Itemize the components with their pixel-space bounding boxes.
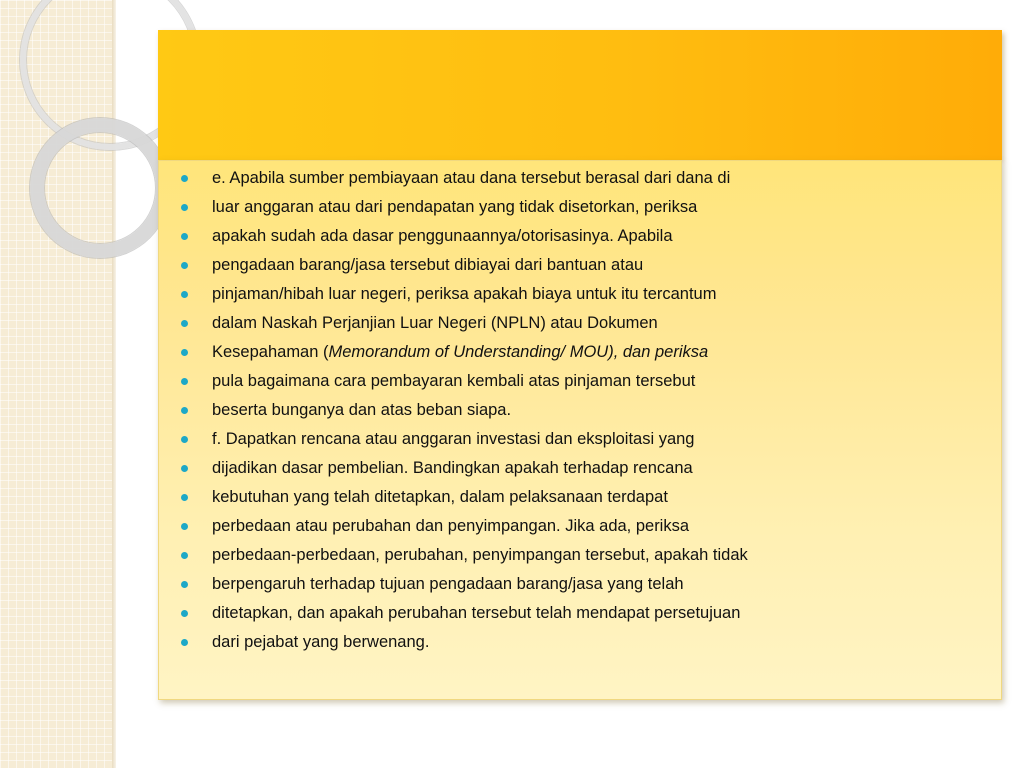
bullet-item: luar anggaran atau dari pendapatan yang tidak disetorkan, periksa — [177, 193, 985, 222]
bullet-icon — [181, 175, 188, 182]
slide-content-box — [158, 160, 1002, 700]
bullet-icon — [181, 291, 188, 298]
bullet-italic-text: Memorandum of Understanding/ MOU), dan periksa — [328, 343, 709, 361]
bullet-icon — [181, 610, 188, 617]
bullet-item: beserta bunganya dan atas beban siapa. — [177, 396, 985, 425]
bullet-icon — [181, 349, 188, 356]
bullet-item: kebutuhan yang telah ditetapkan, dalam pelaksanaan terdapat — [177, 483, 985, 512]
bullet-icon — [181, 378, 188, 385]
bullet-item: perbedaan-perbedaan, perubahan, penyimpangan tersebut, apakah tidak — [177, 541, 985, 570]
bullet-item: berpengaruh terhadap tujuan pengadaan barang/jasa yang telah — [177, 570, 985, 599]
bullet-item: pengadaan barang/jasa tersebut dibiayai dari bantuan atau — [177, 251, 985, 280]
bullet-item: e. Apabila sumber pembiayaan atau dana tersebut berasal dari dana di — [177, 164, 985, 193]
bullet-icon — [181, 581, 188, 588]
bullet-item: apakah sudah ada dasar penggunaannya/otorisasinya. Apabila — [177, 222, 985, 251]
bullet-icon — [181, 639, 188, 646]
bullet-item: f. Dapatkan rencana atau anggaran investasi dan eksploitasi yang — [177, 425, 985, 454]
bullet-icon — [181, 552, 188, 559]
bullet-icon — [181, 465, 188, 472]
bullet-item: ditetapkan, dan apakah perubahan tersebut telah mendapat persetujuan — [177, 599, 985, 628]
bullet-item: perbedaan atau perubahan dan penyimpangan. Jika ada, periksa — [177, 512, 985, 541]
bullet-icon — [181, 523, 188, 530]
slide-title-band — [158, 30, 1002, 160]
bullet-item: pinjaman/hibah luar negeri, periksa apakah biaya untuk itu tercantum — [177, 280, 985, 309]
bullet-item: dari pejabat yang berwenang. — [177, 628, 985, 657]
bullet-item: pula bagaimana cara pembayaran kembali atas pinjaman tersebut — [177, 367, 985, 396]
bullet-icon — [181, 204, 188, 211]
bullet-item: dijadikan dasar pembelian. Bandingkan apakah terhadap rencana — [177, 454, 985, 483]
bullet-item: Kesepahaman (Memorandum of Understanding/ MOU), dan periksa — [177, 338, 985, 367]
bullet-icon — [181, 407, 188, 414]
bullet-list — [177, 164, 985, 657]
bullet-item: dalam Naskah Perjanjian Luar Negeri (NPLN) atau Dokumen — [177, 309, 985, 338]
bullet-icon — [181, 262, 188, 269]
bullet-icon — [181, 233, 188, 240]
decorative-ring-bottom — [30, 118, 170, 258]
bullet-icon — [181, 436, 188, 443]
bullet-icon — [181, 320, 188, 327]
bullet-icon — [181, 494, 188, 501]
